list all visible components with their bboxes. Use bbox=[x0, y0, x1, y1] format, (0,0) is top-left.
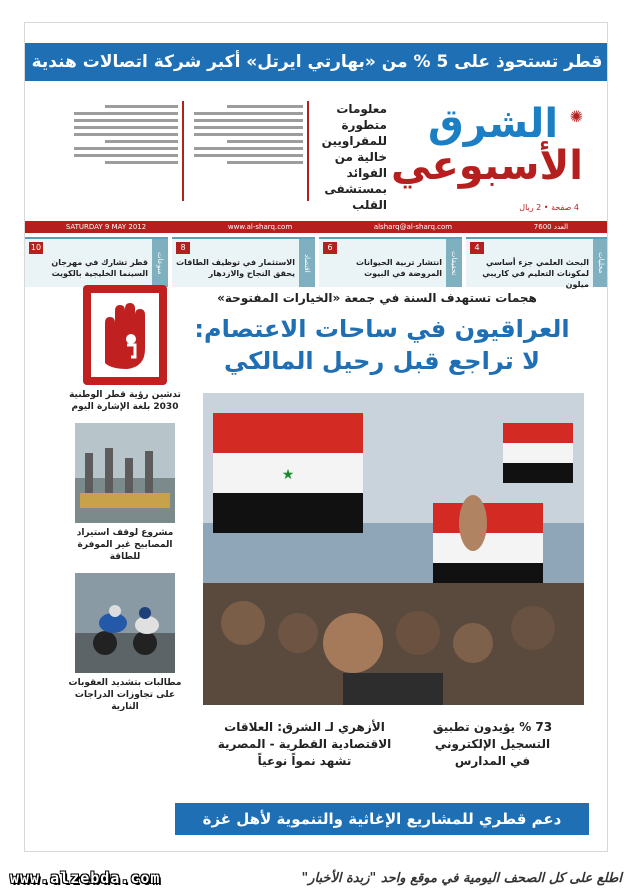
index-item[interactable] bbox=[172, 237, 315, 287]
story-1-line-3: في المدارس bbox=[454, 754, 531, 768]
text-placeholder bbox=[194, 154, 303, 157]
protest-photo bbox=[203, 393, 584, 705]
index-text: قطر تشارك في مهرجان السينما الخليجية بالكويت bbox=[51, 258, 148, 278]
text-placeholder bbox=[105, 140, 178, 143]
story-1-line-1: 73 % يؤيدون تطبيق bbox=[432, 720, 553, 734]
text-placeholder bbox=[74, 154, 178, 157]
text-placeholder bbox=[105, 161, 178, 164]
index-section: اقتصاد bbox=[299, 239, 315, 287]
iraqi-flag-right bbox=[433, 503, 543, 593]
story-2-line-2: الاقتصادية القطرية - المصرية bbox=[217, 737, 392, 751]
index-page-number: 10 bbox=[30, 243, 42, 252]
text-placeholder bbox=[194, 126, 303, 129]
text-placeholder bbox=[194, 119, 303, 122]
email-link[interactable]: alsharq@al-sharq.com bbox=[373, 223, 453, 231]
sidebar bbox=[65, 285, 185, 805]
lead-headline-line-2: لا تراجع قبل رحيل المالكي bbox=[223, 347, 540, 375]
text-placeholder bbox=[74, 112, 178, 115]
teaser-2[interactable] bbox=[194, 101, 309, 201]
text-placeholder bbox=[227, 161, 303, 164]
iraqi-flag-left bbox=[213, 413, 363, 533]
masthead bbox=[25, 95, 608, 217]
newspaper-page bbox=[24, 22, 608, 852]
teaser-1-headline: معلومات متطورة للمقراويين خالية من الفوائد بمستشفى القلب bbox=[321, 102, 387, 212]
index-text: انتشار تربية الحيوانات المروضة في البيوت bbox=[355, 258, 442, 278]
date-bar bbox=[25, 221, 608, 233]
website-link[interactable]: www.al-sharq.com bbox=[227, 223, 293, 231]
sidebar-item[interactable] bbox=[65, 423, 185, 563]
hand-sign-icon bbox=[83, 285, 167, 385]
text-placeholder bbox=[227, 140, 303, 143]
text-placeholder bbox=[74, 147, 178, 150]
factory-icon bbox=[75, 423, 175, 523]
text-placeholder bbox=[194, 133, 303, 136]
date-text: SATURDAY 9 MAY 2012 bbox=[65, 223, 147, 231]
story-2[interactable] bbox=[217, 719, 392, 794]
sidebar-caption: مشروع لوقف استيراد المصابيح غير الموفرة للطاقة bbox=[76, 528, 174, 562]
text-placeholder bbox=[74, 119, 178, 122]
motorcycle-photo bbox=[75, 573, 175, 673]
bottom-banner-headline[interactable]: دعم قطري للمشاريع الإغاثية والتنموية لأهل غزة bbox=[175, 803, 589, 835]
text-placeholder bbox=[194, 147, 303, 150]
newspaper-logo[interactable] bbox=[390, 101, 583, 201]
index-text: البحث العلمي جزء أساسي لمكونات التعليم في كاريبي ميلون bbox=[482, 258, 589, 289]
logo-emblem-icon: ✺ bbox=[569, 107, 583, 126]
lead-photo[interactable] bbox=[203, 393, 584, 705]
text-placeholder bbox=[105, 105, 178, 108]
text-placeholder bbox=[74, 126, 178, 129]
logo-line-1: الشرق bbox=[427, 101, 559, 147]
index-section: تحقيقات bbox=[446, 239, 462, 287]
text-placeholder bbox=[74, 133, 178, 136]
top-banner-headline[interactable]: قطر تستحوذ على 5 % من «بهارتي ايرتل» أكبر شركة اتصالات هندية bbox=[25, 43, 608, 81]
index-page-number: 6 bbox=[323, 242, 337, 254]
index-page-number: 8 bbox=[176, 242, 190, 254]
iraqi-flag-far-right bbox=[503, 423, 573, 483]
index-page-number: 4 bbox=[470, 242, 484, 254]
lead-headline[interactable] bbox=[187, 313, 577, 377]
text-placeholder bbox=[227, 105, 303, 108]
hand-icon bbox=[91, 293, 159, 377]
sidebar-caption: مطالبات بتشديد العقوبات على تجاوزات الدراجات النارية bbox=[68, 678, 182, 712]
story-2-line-1: الأزهري لـ الشرق: العلاقات bbox=[224, 720, 385, 734]
svg-text:★: ★ bbox=[281, 467, 295, 483]
factory-photo bbox=[75, 423, 175, 523]
footer-promo[interactable]: اطلع على كل الصحف اليومية في موقع واحد "زبدة الأخبار" bbox=[301, 870, 622, 886]
story-1[interactable] bbox=[410, 719, 575, 794]
lead-kicker: هجمات تستهدف السنة في جمعة «الخيارات المفتوحة» bbox=[217, 291, 537, 305]
issue-number: العدد 7600 bbox=[533, 223, 569, 231]
sidebar-caption: تدشين رؤية قطر الوطنية 2030 بلغة الإشارة اليوم bbox=[69, 390, 181, 412]
index-section: محليات bbox=[593, 239, 608, 287]
sidebar-item[interactable] bbox=[65, 573, 185, 713]
footer-url[interactable]: www.alzebda.com bbox=[10, 869, 161, 887]
logo-line-2: الأسبوعي bbox=[390, 143, 583, 189]
price-info: 4 صفحة • 2 ريال bbox=[519, 203, 579, 212]
index-item[interactable] bbox=[319, 237, 462, 287]
contents-index bbox=[25, 237, 608, 287]
text-placeholder bbox=[194, 112, 303, 115]
motorcycle-icon bbox=[75, 573, 175, 673]
index-text: الاستثمار في توظيف الطاقات يحقق النجاح والازدهار bbox=[176, 258, 295, 278]
index-section: منوعات bbox=[152, 239, 168, 287]
teaser-3[interactable] bbox=[74, 101, 184, 201]
index-item[interactable] bbox=[25, 237, 168, 287]
lead-headline-line-1: العراقيون في ساحات الاعتصام: bbox=[194, 315, 570, 343]
story-1-line-2: التسجيل الإلكتروني bbox=[434, 737, 551, 751]
teaser-1[interactable] bbox=[317, 101, 387, 212]
index-item[interactable] bbox=[466, 237, 608, 287]
story-2-line-3: تشهد نمواً نوعياً bbox=[257, 754, 352, 768]
sidebar-item[interactable] bbox=[65, 285, 185, 413]
footer bbox=[0, 862, 632, 894]
